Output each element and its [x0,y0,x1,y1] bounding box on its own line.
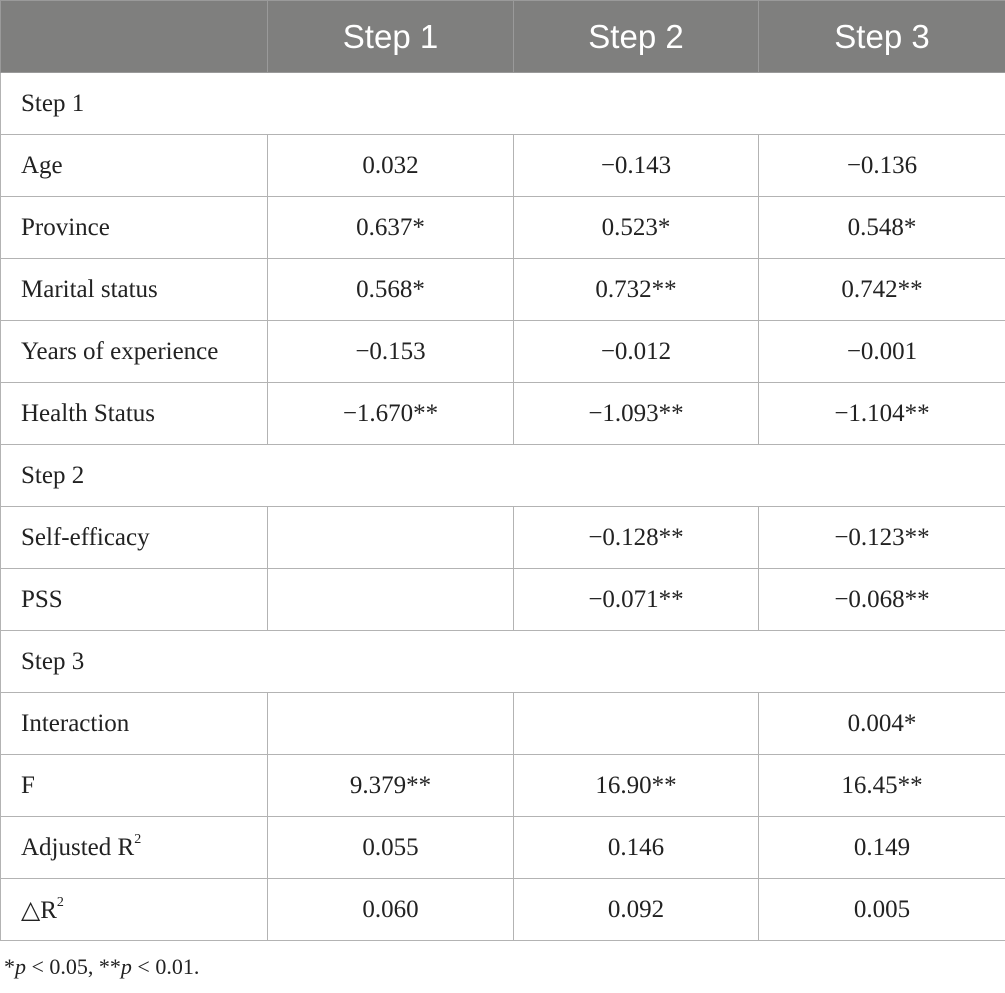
section-row [1,445,1005,507]
table-row [1,507,1005,569]
row-label: PSS [1,569,268,631]
cell-step-3: 16.45** [759,755,1005,817]
section-row [1,631,1005,693]
cell-step-1: −0.153 [268,321,514,383]
row-label: Self-efficacy [1,507,268,569]
cell-step-2: −0.012 [514,321,759,383]
row-label: Years of experience [1,321,268,383]
table-footnote [4,954,199,980]
cell-step-2: 0.523* [514,197,759,259]
cell-step-1 [268,507,514,569]
cell-step-2: 0.146 [514,817,759,879]
row-label: Province [1,197,268,259]
footnote-cond-2: < 0.01. [131,954,200,979]
cell-step-3: 0.742** [759,259,1005,321]
cell-step-1: 0.060 [268,879,514,941]
cell-step-2: −0.071** [514,569,759,631]
table-row [1,755,1005,817]
cell-step-1 [268,569,514,631]
cell-step-1 [268,693,514,755]
cell-step-3: 0.005 [759,879,1005,941]
superscript-2: 2 [134,832,142,848]
cell-step-3: 0.004* [759,693,1005,755]
cell-step-1: 0.637* [268,197,514,259]
table-row [1,693,1005,755]
header-row [1,1,1005,73]
section-row [1,73,1005,135]
cell-step-3: −0.123** [759,507,1005,569]
cell-step-2: −0.143 [514,135,759,197]
cell-step-1: 0.568* [268,259,514,321]
cell-step-2: 16.90** [514,755,759,817]
cell-step-2: 0.092 [514,879,759,941]
cell-step-1: 0.055 [268,817,514,879]
cell-step-2: 0.732** [514,259,759,321]
table-row [1,321,1005,383]
cell-step-3: −0.001 [759,321,1005,383]
header-blank [1,1,268,73]
row-label-text: △R [21,896,57,924]
header-step-2: Step 2 [514,1,759,73]
footnote-cond-1: < 0.05, ** [26,954,121,979]
row-label: Health Status [1,383,268,445]
cell-step-1: 0.032 [268,135,514,197]
cell-step-2 [514,693,759,755]
footnote-p: p [120,954,132,979]
cell-step-1: 9.379** [268,755,514,817]
superscript-2: 2 [56,895,64,911]
table-row [1,259,1005,321]
section-step-3: Step 3 [1,631,1005,693]
header-step-1: Step 1 [268,1,514,73]
cell-step-3: −1.104** [759,383,1005,445]
row-label: Age [1,135,268,197]
footnote-star: * [4,954,15,979]
row-label-text: Adjusted R [21,833,135,861]
cell-step-3: −0.136 [759,135,1005,197]
footnote-p: p [15,954,26,979]
cell-step-3: 0.149 [759,817,1005,879]
cell-step-3: −0.068** [759,569,1005,631]
row-label: F [1,755,268,817]
row-label: Interaction [1,693,268,755]
table-row [1,197,1005,259]
section-step-2: Step 2 [1,445,1005,507]
cell-step-3: 0.548* [759,197,1005,259]
row-label: Marital status [1,259,268,321]
table-row [1,135,1005,197]
table-row [1,383,1005,445]
row-label-delta-r2 [1,879,268,941]
table-row [1,879,1005,941]
cell-step-2: −1.093** [514,383,759,445]
header-step-3: Step 3 [759,1,1005,73]
cell-step-2: −0.128** [514,507,759,569]
table-row [1,817,1005,879]
section-step-1: Step 1 [1,73,1005,135]
row-label-adjusted-r2 [1,817,268,879]
cell-step-1: −1.670** [268,383,514,445]
table-row [1,569,1005,631]
